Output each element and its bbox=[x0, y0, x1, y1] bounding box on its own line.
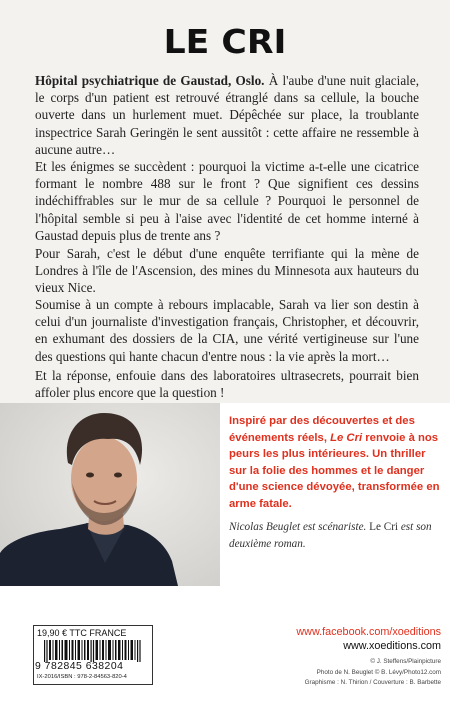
credit-line-1: © J. Steffens/Plainpicture bbox=[370, 658, 441, 665]
author-bio-book-title: Le Cri bbox=[366, 521, 401, 533]
summary-lead: Hôpital psychiatrique de Gaustad, Oslo. bbox=[35, 73, 265, 88]
barcode-icon bbox=[44, 640, 142, 662]
teaser-text-part-1: Inspiré par des découvertes et des événements réels, bbox=[229, 415, 415, 444]
isbn-line: IX-2016/ISBN : 978-2-84563-820-4 bbox=[37, 674, 127, 680]
author-photo bbox=[0, 403, 220, 586]
summary-paragraph-4: Soumise à un compte à rebours implacable, Sarah va lier son destin à celui d'un journaliste d'investigation français, Christopher, et découvrir, en exhumant des dossiers de la CIA, une vérité vertigineuse sur l'une des questions qui hante chacun d'entre nous : la vie après la mort… bbox=[35, 297, 419, 364]
summary-paragraph-1 bbox=[35, 72, 419, 158]
author-bio bbox=[229, 519, 441, 553]
summary-paragraph-1-text: À l'aube d'une nuit glaciale, le corps d'un patient est retrouvé étranglé dans sa cellule, la bouche ouverte dans un hurlement muet. Dépêchée sur place, la troublante inspectrice Sarah Geringën le sent aussitôt : cette affaire ne ressemble à aucune autre… bbox=[35, 73, 419, 157]
teaser-text-part-2: renvoie à nos peurs les plus intérieures. Un thriller sur la folie des hommes et le danger d'une science dévoyée, transformée en arme fatale. bbox=[229, 431, 440, 510]
summary-paragraph-5: Et la réponse, enfouie dans des laboratoires ultrasecrets, pourrait bien affoler plus encore que la question ! bbox=[35, 368, 419, 401]
summary-paragraph-2: Et les énigmes se succèdent : pourquoi la victime a-t-elle une cicatrice formant le nombre 488 sur le front ? Que signifient ces dessins indéchiffrables sur le mur de sa cellule ? Pourquoi le personnel de l'hôpital semble si peu à l'aise avec l'identité de cet homme interné à Gaustad depuis plus de trente ans ? bbox=[35, 159, 419, 243]
author-bio-part-1: Nicolas Beuglet est scénariste. bbox=[229, 521, 367, 533]
teaser-book-title: Le Cri bbox=[330, 431, 363, 444]
ean-number: 9 782845 638204 bbox=[35, 661, 124, 672]
price-label: 19,90 € TTC FRANCE bbox=[37, 628, 127, 638]
credit-line-3: Graphisme : N. Thirion / Couverture : B. Barbette bbox=[304, 679, 441, 686]
credit-line-2: Photo de N. Beuglet © B. Lévy/Photo12.com bbox=[316, 668, 441, 676]
author-bio-part-2: est son deuxième roman. bbox=[229, 521, 432, 550]
credits bbox=[251, 657, 441, 689]
website-link[interactable]: www.xoeditions.com bbox=[343, 640, 441, 652]
summary-paragraph-3: Pour Sarah, c'est le début d'une enquête terrifiante qui la mène de Londres à l'île de l'Ascension, des mines du Minnesota aux hauteurs du vieux Nice. bbox=[35, 246, 419, 296]
facebook-link[interactable]: www.facebook.com/xoeditions bbox=[296, 626, 441, 638]
teaser-text bbox=[229, 413, 441, 513]
barcode-panel bbox=[33, 625, 153, 685]
book-title: LE CRI bbox=[163, 22, 287, 61]
